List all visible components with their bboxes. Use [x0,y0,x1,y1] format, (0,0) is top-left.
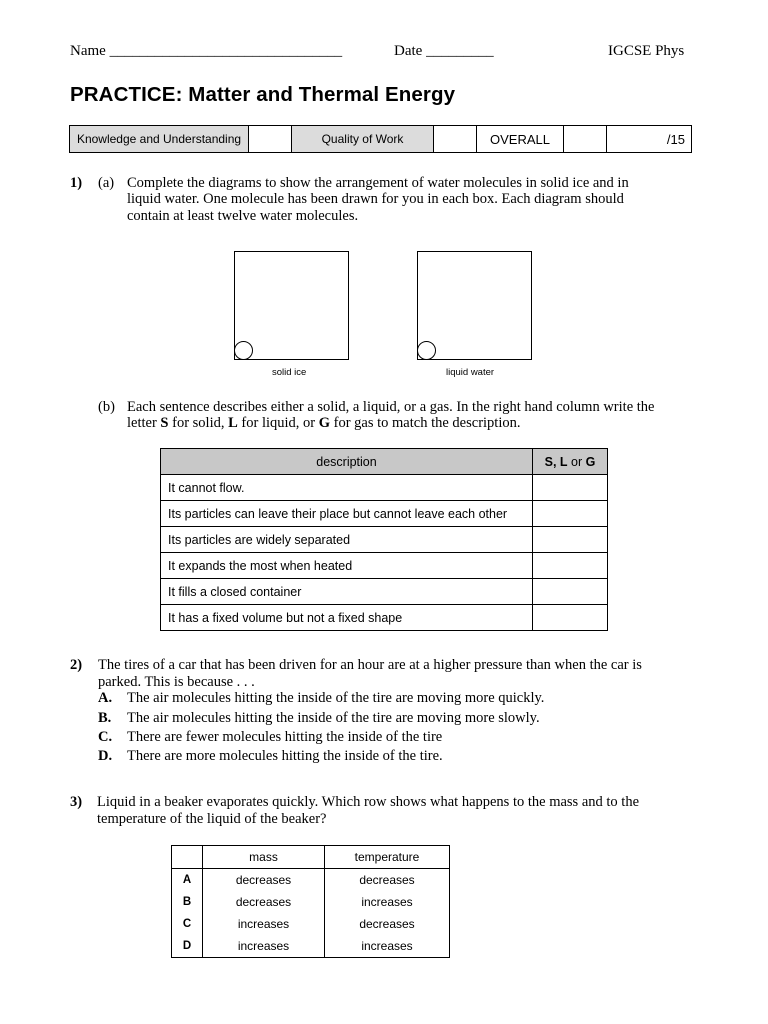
text-fragment: G [585,454,596,469]
description-cell: It fills a closed container [161,579,533,605]
q2-option-b[interactable] [98,710,540,727]
mass-cell: increases [203,913,325,935]
water-molecule-icon [417,341,436,360]
quality-score-cell[interactable] [434,126,477,153]
answer-cell[interactable] [533,553,608,579]
description-cell: It cannot flow. [161,475,533,501]
row-letter: D [172,935,203,958]
option-text: The air molecules hitting the inside of the tire are moving more slowly. [127,710,540,726]
mass-cell: decreases [203,891,325,913]
q2-option-c[interactable] [98,729,442,746]
option-text: There are fewer molecules hitting the inside of the tire [127,729,443,745]
table-row [161,605,608,631]
table-row[interactable] [172,891,450,913]
liquid-water-diagram-box[interactable] [417,251,532,360]
solid-ice-diagram-box[interactable] [234,251,349,360]
page-title: PRACTICE: Matter and Thermal Energy [70,83,456,106]
temperature-cell: increases [325,891,450,913]
description-table [160,448,608,631]
knowledge-score-cell[interactable] [249,126,292,153]
answer-cell[interactable] [533,579,608,605]
mass-cell: increases [203,935,325,958]
table-row [161,579,608,605]
text-fragment: letter [127,415,161,431]
q1-number: 1) [70,175,83,191]
solid-ice-caption: solid ice [272,367,307,378]
table-row[interactable] [172,935,450,958]
row-letter: A [172,869,203,892]
table-row[interactable] [172,869,450,892]
letter-l: L [228,415,238,431]
description-cell: Its particles are widely separated [161,527,533,553]
text-fragment: for liquid, or [237,415,319,431]
q2-text-line2: parked. This is because . . . [98,674,255,690]
mass-temperature-table [171,845,450,958]
answer-cell[interactable] [533,501,608,527]
row-letter: B [172,891,203,913]
table-row[interactable] [172,913,450,935]
q2-text-line1: The tires of a car that has been driven for an hour are at a higher pressure than when the car is [98,657,642,673]
answer-cell[interactable] [533,527,608,553]
q2-option-d[interactable] [98,748,443,765]
q1b-text-line2 [127,415,520,431]
option-letter: D. [98,748,113,764]
table-row [161,475,608,501]
slg-header [533,449,608,475]
liquid-water-caption: liquid water [446,367,495,378]
option-letter: A. [98,690,113,706]
q2-number: 2) [70,657,83,673]
q1a-text-line1: Complete the diagrams to show the arrangement of water molecules in solid ice and in [127,175,629,191]
temperature-cell: increases [325,935,450,958]
mass-cell: decreases [203,869,325,892]
letter-s: S [160,415,169,431]
text-fragment: , [552,454,560,469]
option-text: The air molecules hitting the inside of the tire are moving more quickly. [127,690,545,706]
description-cell: It expands the most when heated [161,553,533,579]
table-row [161,527,608,553]
q3-text-line2: temperature of the liquid of the beaker? [97,811,327,827]
text-fragment: for gas to match the description. [330,415,521,431]
row-letter: C [172,913,203,935]
score-table [69,125,692,153]
q3-number: 3) [70,794,83,810]
text-fragment: or [567,454,586,469]
overall-score-cell[interactable] [564,126,607,153]
option-letter: B. [98,710,112,726]
q1a-text-line2: liquid water. One molecule has been drawn for you in each box. Each diagram should [127,191,624,207]
overall-label: OVERALL [477,126,564,153]
answer-cell[interactable] [533,605,608,631]
knowledge-label: Knowledge and Understanding [70,126,249,153]
name-field-label: Name _______________________________ [70,43,343,59]
text-fragment: S [544,454,553,469]
option-text: There are more molecules hitting the inside of the tire. [127,748,443,764]
option-letter: C. [98,729,113,745]
mass-header: mass [203,846,325,869]
table-row [161,553,608,579]
temperature-header: temperature [325,846,450,869]
table-row [161,501,608,527]
quality-label: Quality of Work [292,126,434,153]
temperature-cell: decreases [325,913,450,935]
letter-g: G [318,415,331,431]
q1a-text-line3: contain at least twelve water molecules. [127,208,359,224]
q3-text-line1: Liquid in a beaker evaporates quickly. Which row shows what happens to the mass and to the [97,794,640,810]
text-fragment: L [559,454,568,469]
blank-header [172,846,203,869]
course-label: IGCSE Phys [608,43,685,59]
q1b-label: (b) [98,399,115,415]
q2-option-a[interactable] [98,690,544,707]
description-header: description [161,449,533,475]
answer-cell[interactable] [533,475,608,501]
q1a-label: (a) [98,175,115,191]
date-field-label: Date _________ [394,43,494,59]
description-cell: Its particles can leave their place but cannot leave each other [161,501,533,527]
description-cell: It has a fixed volume but not a fixed shape [161,605,533,631]
temperature-cell: decreases [325,869,450,892]
water-molecule-icon [234,341,253,360]
q1b-text-line1: Each sentence describes either a solid, a liquid, or a gas. In the right hand column write the [127,399,655,415]
text-fragment: for solid, [168,415,229,431]
total-points: /15 [607,126,692,153]
